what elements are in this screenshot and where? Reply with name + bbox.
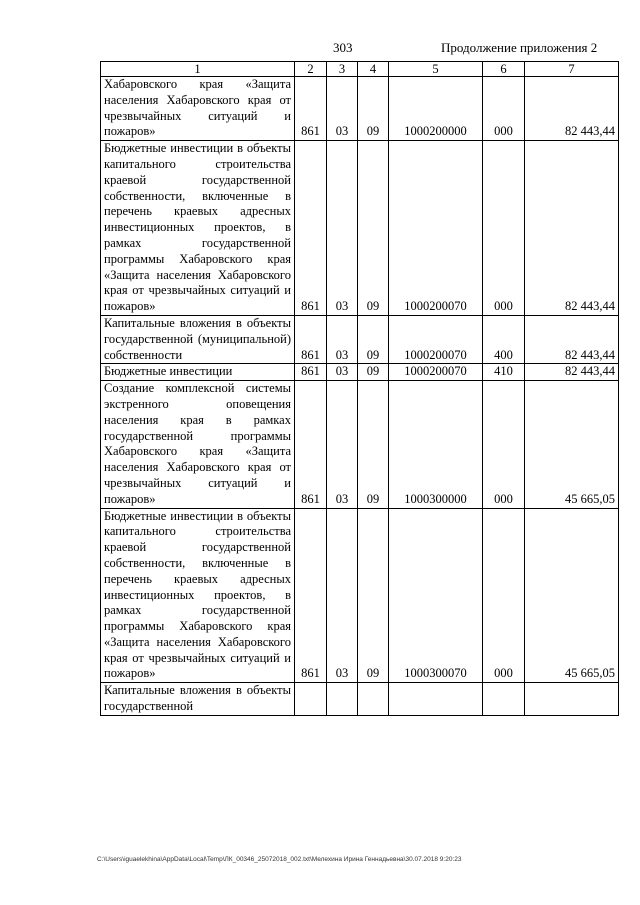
row-name: Капитальные вложения в объекты государственной (муниципальной) собственности (101, 315, 295, 363)
table-row (101, 364, 619, 381)
row-section: 03 (327, 141, 358, 316)
row-amount: 45 665,05 (525, 508, 619, 683)
row-target: 1000200070 (389, 364, 483, 381)
row-ministry: 861 (295, 141, 327, 316)
row-name: Капитальные вложения в объекты государственной (101, 683, 295, 716)
row-amount (525, 683, 619, 716)
row-ministry (295, 683, 327, 716)
row-type: 410 (483, 364, 525, 381)
column-header-section: 3 (327, 62, 358, 77)
table-row (101, 683, 619, 716)
row-name: Бюджетные инвестиции в объекты капитального строительства краевой государственной собственности, включенные в перечень краевых адресных инвестиционных проектов, в рамках государственной программы Хабаровского края «Защита населения Хабаровского края от чрезвычайных ситуаций и пожаров» (101, 141, 295, 316)
row-amount: 45 665,05 (525, 381, 619, 508)
column-header-amount: 7 (525, 62, 619, 77)
row-subsection: 09 (358, 315, 389, 363)
file-path-footer: C:\Users\iguaelekhina\AppData\Local\Temp\ЛК_00346_25072018_002.txt\Мелехина Ирина Геннадьевна\30.07.2018 9:20:23 (97, 856, 462, 863)
row-type: 000 (483, 508, 525, 683)
row-type: 000 (483, 77, 525, 141)
column-header-name: 1 (101, 62, 295, 77)
page-number: 303 (333, 40, 353, 55)
row-subsection: 09 (358, 508, 389, 683)
row-ministry: 861 (295, 364, 327, 381)
row-subsection: 09 (358, 364, 389, 381)
row-target: 1000300070 (389, 508, 483, 683)
row-target: 1000200070 (389, 141, 483, 316)
row-amount: 82 443,44 (525, 315, 619, 363)
column-header-type: 6 (483, 62, 525, 77)
row-amount: 82 443,44 (525, 141, 619, 316)
row-amount: 82 443,44 (525, 77, 619, 141)
row-type: 000 (483, 381, 525, 508)
row-subsection: 09 (358, 141, 389, 316)
row-name: Создание комплексной системы экстренного оповещения населения края в рамках государственной программы Хабаровского края «Защита населения Хабаровского края от чрезвычайных ситуаций и пожаров» (101, 381, 295, 508)
row-type (483, 683, 525, 716)
row-section: 03 (327, 364, 358, 381)
column-header-target: 5 (389, 62, 483, 77)
row-section: 03 (327, 77, 358, 141)
row-ministry: 861 (295, 315, 327, 363)
row-type: 400 (483, 315, 525, 363)
row-section: 03 (327, 315, 358, 363)
table-row (101, 508, 619, 683)
row-name: Бюджетные инвестиции (101, 364, 295, 381)
row-section (327, 683, 358, 716)
row-subsection: 09 (358, 77, 389, 141)
row-target: 1000300000 (389, 381, 483, 508)
row-subsection: 09 (358, 381, 389, 508)
column-header-subsection: 4 (358, 62, 389, 77)
row-name: Бюджетные инвестиции в объекты капитального строительства краевой государственной собственности, включенные в перечень краевых адресных инвестиционных проектов, в рамках государственной программы Хабаровского края «Защита населения Хабаровского края от чрезвычайных ситуаций и пожаров» (101, 508, 295, 683)
row-name: Хабаровского края «Защита населения Хабаровского края от чрезвычайных ситуаций и пожаров» (101, 77, 295, 141)
column-header-ministry: 2 (295, 62, 327, 77)
table-header-row (101, 62, 619, 77)
table-row (101, 381, 619, 508)
table-row (101, 77, 619, 141)
row-target (389, 683, 483, 716)
row-ministry: 861 (295, 77, 327, 141)
row-type: 000 (483, 141, 525, 316)
continuation-label: Продолжение приложения 2 (441, 40, 598, 55)
row-section: 03 (327, 508, 358, 683)
row-ministry: 861 (295, 508, 327, 683)
budget-table (100, 61, 619, 716)
row-section: 03 (327, 381, 358, 508)
row-target: 1000200070 (389, 315, 483, 363)
row-target: 1000200000 (389, 77, 483, 141)
row-amount: 82 443,44 (525, 364, 619, 381)
table-row (101, 141, 619, 316)
row-subsection (358, 683, 389, 716)
table-row (101, 315, 619, 363)
row-ministry: 861 (295, 381, 327, 508)
